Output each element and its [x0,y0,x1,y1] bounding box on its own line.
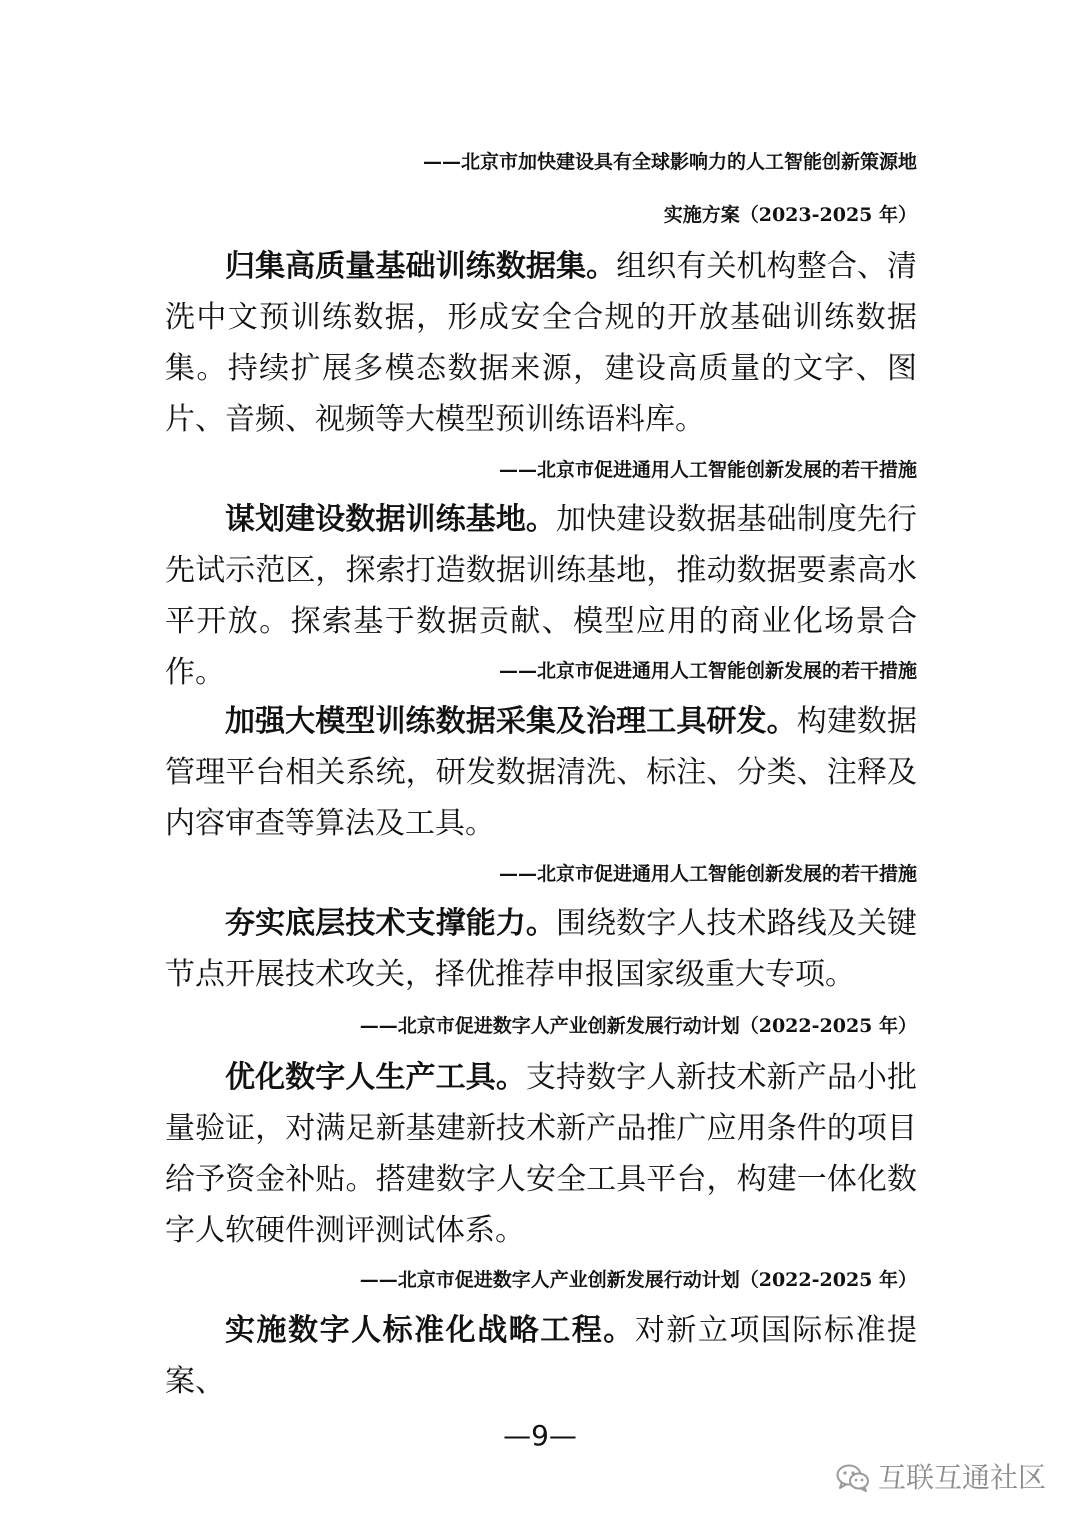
paragraph-body: 加快建设数据基础制度先行先试示范区，探索打造数据训练基地，推动数据要素高水平开放。探索基于数据贡献、模型应用的商业化场景合作。 [165,502,917,690]
paragraph-heading: 优化数字人生产工具。 [225,1060,526,1095]
source-citation: ——北京市促进数字人产业创新发展行动计划（2022-2025 年） [359,1269,917,1291]
paragraph [165,241,917,445]
watermark-text: 互联互通社区 [877,1461,1046,1494]
paragraph-heading: 实施数字人标准化战略工程。 [225,1313,635,1348]
wechat-icon [836,1463,870,1493]
source-citation: ——北京市促进数字人产业创新发展行动计划（2022-2025 年） [359,1015,917,1037]
paragraph-body: 对新立项国际标准提案、 [165,1313,918,1399]
paragraph-body: 围绕数字人技术路线及关键节点开展技术攻关，择优推荐申报国家级重大专项。 [165,906,917,992]
paragraph-heading: 归集高质量基础训练数据集。 [225,249,617,284]
paragraph [165,696,917,849]
page-number: —9— [503,1419,577,1452]
source-citation: ——北京市促进通用人工智能创新发展的若干措施 [498,863,917,885]
paragraph [165,1305,917,1407]
source-citation: ——北京市促进通用人工智能创新发展的若干措施 [498,660,917,682]
paragraph-heading: 夯实底层技术支撑能力。 [225,906,556,941]
paragraph [165,1052,917,1256]
paragraph-heading: 加强大模型训练数据采集及治理工具研发。 [225,704,797,739]
source-citation: ——北京市促进通用人工智能创新发展的若干措施 [498,459,917,481]
source-citation: ——北京市加快建设具有全球影响力的人工智能创新策源地 [422,151,917,173]
paragraph-body: 支持数字人新技术新产品小批量验证，对满足新基建新技术新产品推广应用条件的项目给予资金补贴。搭建数字人安全工具平台，构建一体化数字人软硬件测评测试体系。 [165,1060,918,1248]
paragraph [165,898,917,1000]
paragraph-body: 构建数据管理平台相关系统，研发数据清洗、标注、分类、注释及内容审查等算法及工具。 [165,704,918,841]
paragraph-body: 组织有关机构整合、清洗中文预训练数据，形成安全合规的开放基础训练数据集。持续扩展多模态数据来源，建设高质量的文字、图片、音频、视频等大模型预训练语料库。 [165,249,918,437]
source-citation: 实施方案（2023-2025 年） [663,204,917,226]
paragraph-heading: 谋划建设数据训练基地。 [225,502,556,537]
watermark [836,1458,1046,1498]
